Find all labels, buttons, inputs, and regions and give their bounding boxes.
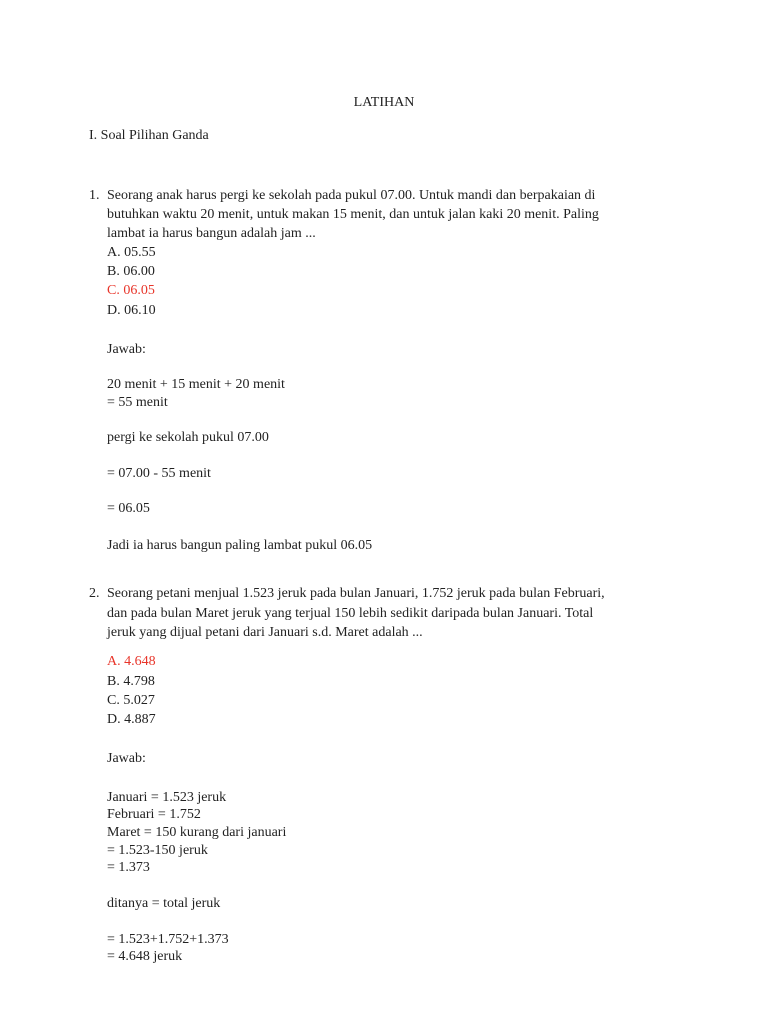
work-line: = 4.648 jeruk [107, 949, 183, 964]
option-a-correct: A. 4.648 [107, 654, 156, 669]
answer-label: Jawab: [107, 342, 146, 357]
work-line: = 55 menit [107, 395, 168, 410]
option-c-correct: C. 06.05 [107, 283, 155, 298]
work-line: = 06.05 [107, 501, 150, 516]
page-title: LATIHAN [353, 95, 415, 110]
question-text-line: lambat ia harus bangun adalah jam ... [107, 226, 316, 241]
question-text-line: Seorang anak harus pergi ke sekolah pada pukul 07.00. Untuk mandi dan berpakaian di [107, 188, 596, 203]
option-d: D. 4.887 [107, 712, 156, 727]
question-text-line: Seorang petani menjual 1.523 jeruk pada bulan Januari, 1.752 jeruk pada bulan Februari, [107, 586, 605, 601]
work-line: Maret = 150 kurang dari januari [107, 825, 287, 840]
question-number: 1. [89, 188, 100, 203]
work-line: = 1.523-150 jeruk [107, 843, 208, 858]
option-b: B. 4.798 [107, 674, 155, 689]
option-c: C. 5.027 [107, 693, 155, 708]
work-line: = 07.00 - 55 menit [107, 466, 211, 481]
question-text-line: butuhkan waktu 20 menit, untuk makan 15 menit, dan untuk jalan kaki 20 menit. Paling [107, 207, 599, 222]
option-b: B. 06.00 [107, 264, 155, 279]
answer-label: Jawab: [107, 751, 146, 766]
work-line: pergi ke sekolah pukul 07.00 [107, 430, 269, 445]
work-line: Januari = 1.523 jeruk [107, 790, 227, 805]
question-number: 2. [89, 586, 100, 601]
work-line: ditanya = total jeruk [107, 896, 221, 911]
work-line: = 1.373 [107, 860, 150, 875]
option-a: A. 05.55 [107, 245, 156, 260]
work-line: 20 menit + 15 menit + 20 menit [107, 377, 285, 392]
conclusion-line: Jadi ia harus bangun paling lambat pukul 06.05 [107, 538, 373, 553]
option-d: D. 06.10 [107, 303, 156, 318]
work-line: Februari = 1.752 [107, 807, 201, 822]
work-line: = 1.523+1.752+1.373 [107, 932, 229, 947]
question-text-line: jeruk yang dijual petani dari Januari s.d. Maret adalah ... [107, 625, 423, 640]
section-heading: I. Soal Pilihan Ganda [89, 128, 209, 143]
question-text-line: dan pada bulan Maret jeruk yang terjual 150 lebih sedikit daripada bulan Januari. Total [107, 606, 594, 621]
